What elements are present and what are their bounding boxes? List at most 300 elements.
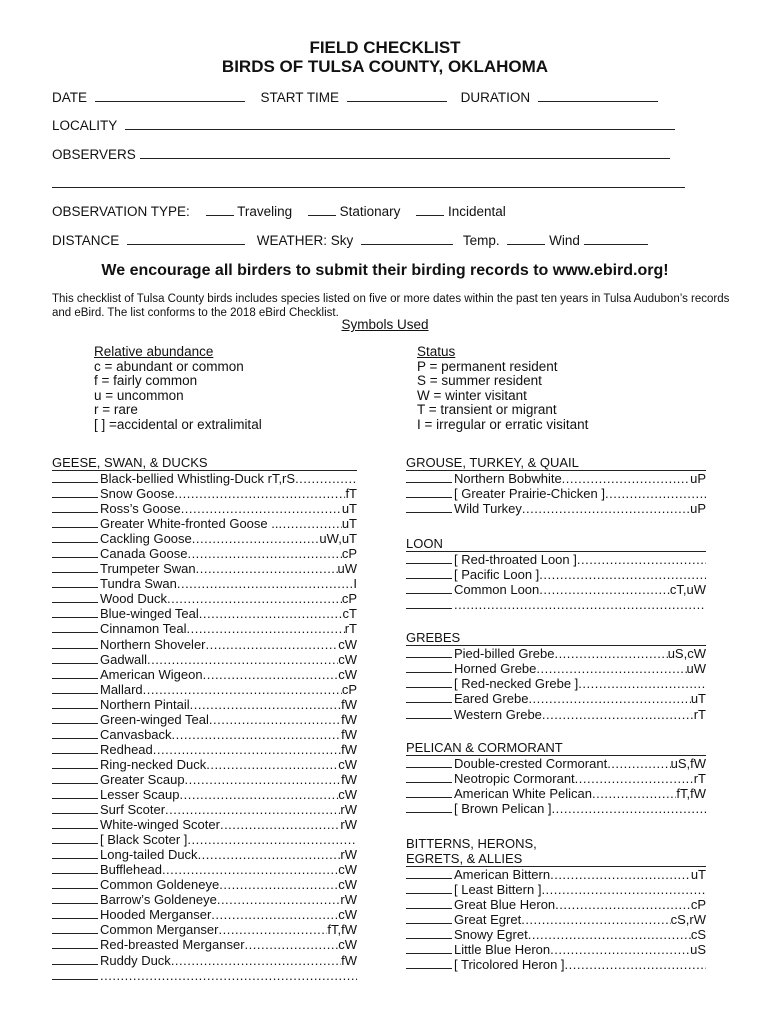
tally-field[interactable] <box>406 801 452 813</box>
species-name: Ring-necked Duck <box>100 756 207 772</box>
locality-label: LOCALITY <box>52 118 118 133</box>
species-row <box>406 707 706 722</box>
species-name: Cinnamon Teal <box>100 621 187 637</box>
abundance-item: u = uncommon <box>94 387 184 403</box>
species-code: cW <box>338 666 357 682</box>
tally-field[interactable] <box>52 712 98 724</box>
species-name: Trumpeter Swan <box>100 561 196 577</box>
species-code: rT <box>693 770 706 786</box>
species-row <box>52 817 357 832</box>
dot-leader <box>220 817 340 832</box>
species-row <box>52 968 357 983</box>
tally-field[interactable] <box>52 832 98 844</box>
species-code: fT <box>345 486 357 502</box>
species-code: uT <box>341 516 357 532</box>
species-name: Snow Goose <box>100 486 175 502</box>
tally-field[interactable] <box>52 862 98 874</box>
status-item: T = transient or migrant <box>417 402 557 417</box>
tally-field[interactable] <box>52 953 98 965</box>
dot-leader <box>180 787 339 802</box>
species-code: uS <box>690 941 706 957</box>
dot-leader <box>147 652 338 667</box>
date-field[interactable] <box>95 89 245 102</box>
species-name: American Wigeon <box>100 666 203 682</box>
section-heading <box>406 740 706 756</box>
species-code: rT <box>344 621 357 637</box>
species-row <box>52 847 357 862</box>
date-row <box>52 89 658 105</box>
dot-leader <box>295 471 357 486</box>
species-code: cW <box>338 651 357 667</box>
observers-row <box>52 146 670 162</box>
species-name: American Bittern <box>454 866 551 882</box>
species-code: cT,uW <box>669 582 706 598</box>
species-row <box>406 801 706 816</box>
species-code: uT <box>690 691 706 707</box>
dot-leader <box>521 912 670 927</box>
incidental-label: Incidental <box>447 204 506 219</box>
dot-leader <box>219 922 328 937</box>
species-name: Eared Grebe <box>454 691 529 707</box>
species-code: cS <box>690 926 706 942</box>
left-species-column <box>52 455 357 983</box>
species-code: uS,cW <box>667 646 706 662</box>
species-code: fW <box>341 952 357 968</box>
tally-field[interactable] <box>406 661 452 673</box>
tally-field[interactable] <box>406 567 452 579</box>
dot-leader <box>209 712 341 727</box>
species-code: rW <box>340 892 357 908</box>
tally-field[interactable] <box>52 877 98 889</box>
tally-field[interactable] <box>52 697 98 709</box>
dot-leader <box>562 471 690 486</box>
section-heading <box>406 536 706 552</box>
dot-leader <box>206 637 339 652</box>
species-code: rW <box>340 802 357 818</box>
tally-field[interactable] <box>406 646 452 658</box>
tally-field[interactable] <box>406 882 452 894</box>
species-name: Great Blue Heron <box>454 896 556 912</box>
species-row <box>406 552 706 567</box>
species-row <box>52 606 357 621</box>
species-code: cW <box>338 756 357 772</box>
species-name: Red-breasted Merganser <box>100 937 245 953</box>
species-row <box>406 867 706 882</box>
tally-field[interactable] <box>406 552 452 564</box>
tally-field[interactable] <box>52 576 98 588</box>
locality-row <box>52 117 675 133</box>
section-heading-text: LOON <box>406 536 443 552</box>
tally-field[interactable] <box>406 912 452 924</box>
species-row <box>52 907 357 922</box>
abundance-heading: Relative abundance <box>94 344 214 359</box>
dot-leader <box>187 546 341 561</box>
tally-field[interactable] <box>52 501 98 513</box>
dot-leader <box>211 907 338 922</box>
dot-leader <box>187 832 357 847</box>
tally-field[interactable] <box>52 531 98 543</box>
tally-field[interactable] <box>52 652 98 664</box>
duration-field[interactable] <box>538 89 658 102</box>
tally-field[interactable] <box>52 937 98 949</box>
dot-leader <box>592 786 676 801</box>
species-name: Horned Grebe <box>454 661 537 677</box>
species-row <box>52 877 357 892</box>
species-row <box>406 691 706 706</box>
species-row <box>406 567 706 582</box>
species-row <box>52 501 357 516</box>
species-row <box>52 667 357 682</box>
dot-leader <box>607 756 670 771</box>
tally-field[interactable] <box>52 621 98 633</box>
observers-extra-line[interactable] <box>52 187 685 188</box>
species-row <box>406 882 706 897</box>
species-name: Common Loon <box>454 582 540 598</box>
dot-leader <box>555 897 691 912</box>
tally-field[interactable] <box>52 682 98 694</box>
dot-leader <box>550 942 690 957</box>
dot-leader <box>577 552 706 567</box>
section-heading-text: GROUSE, TURKEY, & QUAIL <box>406 455 579 470</box>
species-code: cW <box>338 636 357 652</box>
species-row <box>52 516 357 531</box>
species-name: Ross’s Goose <box>100 501 181 517</box>
species-name: Surf Scoter <box>100 802 166 818</box>
status-legend <box>417 345 588 432</box>
species-row <box>406 582 706 597</box>
tally-field[interactable] <box>52 742 98 754</box>
dot-leader <box>552 801 706 816</box>
species-row <box>52 757 357 772</box>
dot-leader <box>539 567 706 582</box>
species-name: Neotropic Cormorant <box>454 770 575 786</box>
species-row <box>52 486 357 501</box>
species-code: uW <box>686 661 706 677</box>
dot-leader <box>278 516 341 531</box>
species-row <box>406 897 706 912</box>
tally-field[interactable] <box>406 942 452 954</box>
species-row <box>52 546 357 561</box>
tally-field[interactable] <box>406 676 452 688</box>
species-name: Snowy Egret <box>454 926 528 942</box>
observation-type-label: OBSERVATION TYPE: <box>52 204 190 219</box>
species-name: Greater Scaup <box>100 771 185 787</box>
species-name: Double-crested Cormorant <box>454 755 608 771</box>
status-heading: Status <box>417 344 456 359</box>
species-name: Northern Shoveler <box>100 636 206 652</box>
species-name: Lesser Scaup <box>100 786 180 802</box>
tally-field[interactable] <box>52 847 98 859</box>
duration-label: DURATION <box>460 90 531 105</box>
tally-field[interactable] <box>52 727 98 739</box>
dot-leader <box>206 757 338 772</box>
dot-leader <box>565 957 706 972</box>
species-code: uW,uT <box>319 531 357 547</box>
tally-field[interactable] <box>52 892 98 904</box>
species-row <box>52 697 357 712</box>
species-name: Barrow’s Goldeneye <box>100 892 217 908</box>
species-name: Wild Turkey <box>454 501 522 517</box>
species-code: cW <box>338 937 357 953</box>
species-row <box>406 597 706 612</box>
intro-paragraph: This checklist of Tulsa County birds includes species listed on five or more dates within the past ten years in Tulsa Audubon’s records and eBird. The list conforms to the 2018 eBird Checklist. <box>52 293 730 319</box>
stationary-label: Stationary <box>339 204 401 219</box>
tally-field[interactable] <box>406 867 452 879</box>
species-row <box>406 471 706 486</box>
species-code: cT <box>342 606 357 622</box>
status-item: P = permanent resident <box>417 358 558 374</box>
traveling-label: Traveling <box>237 204 293 219</box>
weather-sky-label: WEATHER: Sky <box>256 233 354 248</box>
dot-leader <box>528 691 690 706</box>
distance-field[interactable] <box>127 232 245 245</box>
tally-field[interactable] <box>52 606 98 618</box>
checklist-subtitle: BIRDS OF TULSA COUNTY, OKLAHOMA <box>221 57 549 76</box>
tally-field[interactable] <box>406 957 452 969</box>
species-code: uS,fW <box>670 755 706 771</box>
species-row <box>52 742 357 757</box>
tally-field[interactable] <box>406 707 452 719</box>
temp-field[interactable] <box>507 232 545 245</box>
species-code: fW <box>341 771 357 787</box>
dot-leader <box>203 667 339 682</box>
species-row <box>406 501 706 516</box>
tally-field[interactable] <box>406 691 452 703</box>
species-name: Northern Bobwhite <box>454 471 562 486</box>
species-row <box>52 862 357 877</box>
dot-leader <box>153 742 341 757</box>
section-heading-text: PELICAN & CORMORANT <box>406 739 563 755</box>
tally-field[interactable] <box>52 561 98 573</box>
tally-field[interactable] <box>52 516 98 528</box>
species-name: [ Greater Prairie-Chicken ] <box>454 486 605 502</box>
species-row <box>52 832 357 847</box>
tally-field[interactable] <box>406 486 452 498</box>
species-name: Tundra Swan <box>100 576 177 592</box>
species-row <box>52 682 357 697</box>
species-name: American White Pelican <box>454 785 592 801</box>
tally-field[interactable] <box>52 787 98 799</box>
species-name: Green-winged Teal <box>100 711 209 727</box>
tally-field[interactable] <box>406 471 452 483</box>
section-heading-text: GEESE, SWAN, & DUCKS <box>52 455 208 470</box>
species-row <box>52 576 357 591</box>
species-code: cP <box>341 681 357 697</box>
tally-field[interactable] <box>52 817 98 829</box>
abundance-item: f = fairly common <box>94 373 198 388</box>
dot-leader <box>605 486 706 501</box>
locality-field[interactable] <box>125 117 675 130</box>
species-code: fW <box>341 696 357 712</box>
dot-leader <box>542 707 694 722</box>
dot-leader <box>536 661 686 676</box>
species-row <box>52 937 357 952</box>
species-name: Ruddy Duck <box>100 952 171 968</box>
species-code: fW <box>341 741 357 757</box>
species-name: Long-tailed Duck <box>100 847 198 863</box>
tally-field[interactable] <box>52 591 98 603</box>
species-row <box>52 772 357 787</box>
species-row <box>52 712 357 727</box>
dot-leader <box>171 953 341 968</box>
weather-sky-field[interactable] <box>361 232 453 245</box>
species-code: cP <box>341 591 357 607</box>
dot-leader <box>528 927 691 942</box>
species-row <box>52 787 357 802</box>
dot-leader <box>539 582 670 597</box>
species-row <box>52 531 357 546</box>
section-heading-text: BITTERNS, HERONS, <box>406 835 537 851</box>
abundance-item: c = abundant or common <box>94 358 244 374</box>
dot-leader <box>100 968 357 983</box>
species-name: Western Grebe <box>454 706 542 722</box>
species-code: fT,fW <box>676 785 706 801</box>
species-code: fW <box>341 711 357 727</box>
dot-leader <box>165 802 340 817</box>
species-name: Cackling Goose <box>100 531 192 547</box>
dot-leader <box>217 892 341 907</box>
species-row <box>406 676 706 691</box>
observers-field[interactable] <box>140 146 670 159</box>
species-name: Wood Duck <box>100 591 167 607</box>
tally-field[interactable] <box>52 802 98 814</box>
species-name: Canada Goose <box>100 546 188 562</box>
species-code: cP <box>341 546 357 562</box>
checklist-title: FIELD CHECKLIST <box>309 38 461 57</box>
species-name: [ Pacific Loon ] <box>454 567 540 583</box>
tally-field[interactable] <box>52 667 98 679</box>
species-code: cW <box>338 786 357 802</box>
tally-field[interactable] <box>52 546 98 558</box>
tally-field[interactable] <box>52 968 98 980</box>
species-code: uT <box>341 501 357 517</box>
dot-leader <box>245 937 339 952</box>
abundance-item: r = rare <box>94 402 138 417</box>
dot-leader <box>541 882 706 897</box>
species-row <box>52 621 357 636</box>
distance-label: DISTANCE <box>52 233 120 248</box>
species-code: I <box>353 576 357 592</box>
species-row <box>52 591 357 606</box>
tally-field[interactable] <box>52 637 98 649</box>
species-name: Common Goldeneye <box>100 877 220 893</box>
wind-field[interactable] <box>584 232 648 245</box>
section-heading <box>406 455 706 471</box>
species-name: [ Red-throated Loon ] <box>454 552 577 568</box>
stationary-check[interactable] <box>308 203 336 216</box>
dot-leader <box>174 486 345 501</box>
species-code: uW <box>337 561 357 577</box>
status-item: S = summer resident <box>417 373 542 388</box>
section-heading-text: EGRETS, & ALLIES <box>406 850 523 866</box>
species-code: cP <box>690 896 706 912</box>
dot-leader <box>192 531 320 546</box>
species-name: [ Tricolored Heron ] <box>454 957 565 973</box>
date-label: DATE <box>52 90 88 105</box>
species-name: Little Blue Heron <box>454 941 551 957</box>
species-code: rT <box>693 706 706 722</box>
tally-field[interactable] <box>52 772 98 784</box>
dot-leader <box>162 862 338 877</box>
incidental-check[interactable] <box>416 203 444 216</box>
species-name: Pied-billed Grebe <box>454 646 555 662</box>
species-row <box>52 802 357 817</box>
species-row <box>406 912 706 927</box>
traveling-check[interactable] <box>206 203 234 216</box>
abundance-item: [ ] =accidental or extralimital <box>94 416 262 432</box>
dot-leader <box>454 597 706 612</box>
dot-leader <box>522 501 690 516</box>
tally-field[interactable] <box>406 927 452 939</box>
species-name: Common Merganser <box>100 922 219 938</box>
tally-field[interactable] <box>406 501 452 513</box>
species-name: Hooded Merganser <box>100 907 212 923</box>
species-name: [ Red-necked Grebe ] <box>454 676 579 692</box>
tally-field[interactable] <box>406 786 452 798</box>
species-name: Northern Pintail <box>100 696 190 712</box>
species-row <box>406 942 706 957</box>
symbols-heading: Symbols Used <box>341 317 429 332</box>
tally-field[interactable] <box>406 597 452 609</box>
tally-field[interactable] <box>52 757 98 769</box>
section-heading <box>406 836 706 867</box>
species-code: rW <box>340 817 357 833</box>
tally-field[interactable] <box>406 756 452 768</box>
tally-field[interactable] <box>52 486 98 498</box>
species-code: fW <box>341 726 357 742</box>
dot-leader <box>554 646 667 661</box>
species-row <box>52 953 357 968</box>
tally-field[interactable] <box>406 771 452 783</box>
section-heading <box>406 630 706 646</box>
status-item: W = winter visitant <box>417 387 527 403</box>
dot-leader <box>196 561 338 576</box>
tally-field[interactable] <box>52 907 98 919</box>
species-code: uP <box>690 471 706 486</box>
species-name: Greater White-fronted Goose .. <box>100 516 279 532</box>
species-name: Black-bellied Whistling-Duck rT,rS <box>100 471 296 486</box>
tally-field[interactable] <box>52 471 98 483</box>
species-name: Mallard <box>100 681 143 697</box>
species-row <box>406 957 706 972</box>
start-time-field[interactable] <box>347 89 447 102</box>
species-row <box>52 561 357 576</box>
observation-type-row <box>52 203 506 219</box>
species-row <box>52 727 357 742</box>
species-row <box>406 486 706 501</box>
tally-field[interactable] <box>52 922 98 934</box>
species-name: Canvasback <box>100 726 172 742</box>
species-row <box>406 756 706 771</box>
species-name: Bufflehead <box>100 862 162 878</box>
dot-leader <box>578 676 706 691</box>
right-species-column <box>406 455 706 972</box>
dot-leader <box>185 772 342 787</box>
tally-field[interactable] <box>406 582 452 594</box>
species-row <box>406 927 706 942</box>
species-row <box>52 652 357 667</box>
ebird-encouragement: We encourage all birders to submit their birding records to www.ebird.org! <box>101 262 669 279</box>
wind-label: Wind <box>549 233 580 248</box>
species-row <box>52 637 357 652</box>
section-heading-text: GREBES <box>406 630 461 646</box>
dot-leader <box>198 847 341 862</box>
tally-field[interactable] <box>406 897 452 909</box>
species-code: cW <box>338 862 357 878</box>
dot-leader <box>550 867 691 882</box>
species-code: uT <box>690 866 706 882</box>
dot-leader <box>181 501 342 516</box>
